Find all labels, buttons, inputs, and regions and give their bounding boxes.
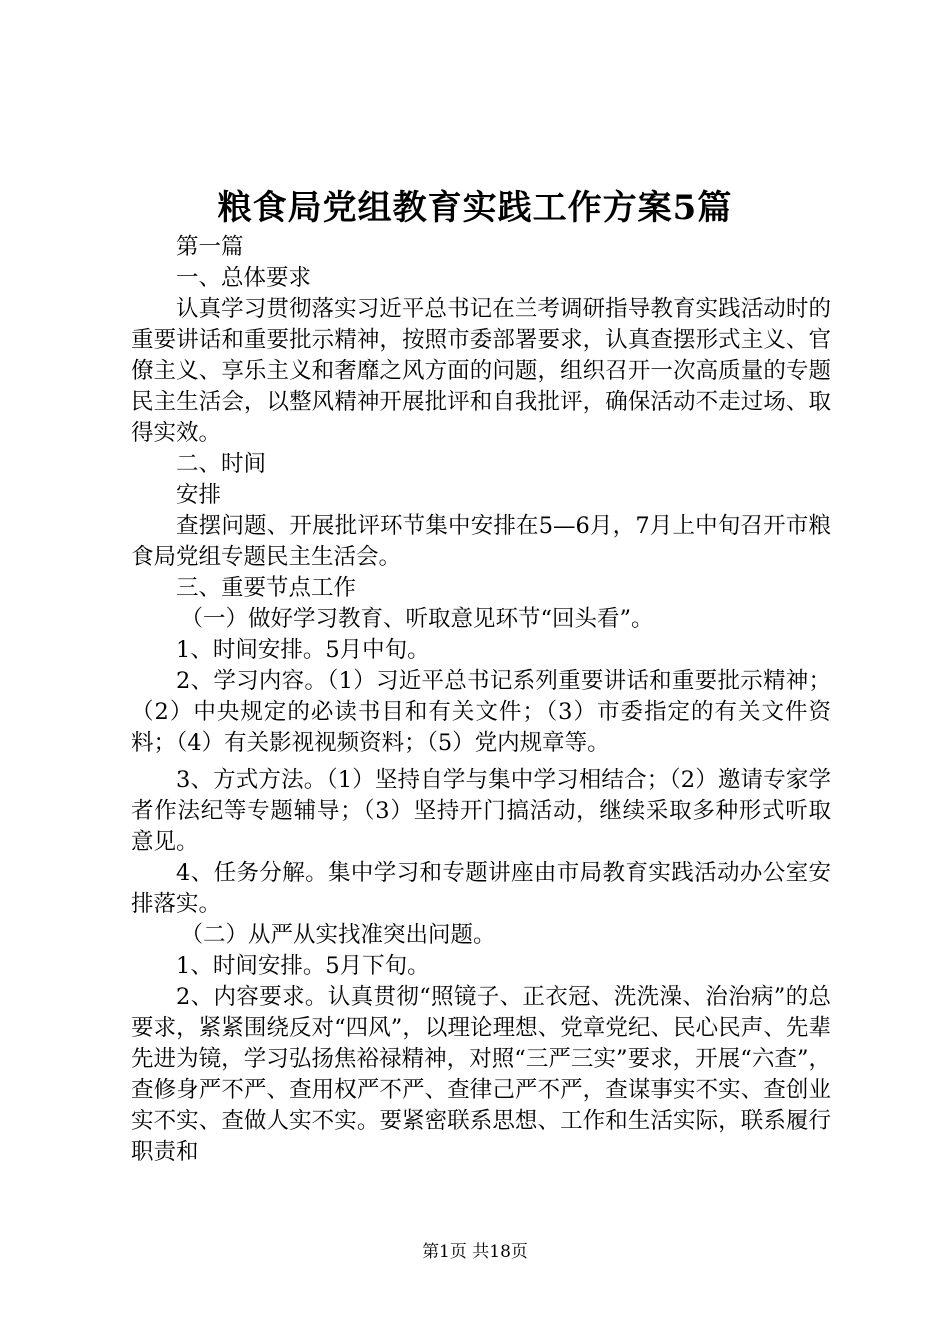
body-paragraph: 查摆问题、开展批评环节集中安排在5—6月，7月上中旬召开市粮食局党组专题民主生活会。	[131, 513, 831, 570]
subsection-heading: （二）从严从实找准突出问题。	[180, 922, 496, 948]
body-paragraph: 认真学习贯彻落实习近平总书记在兰考调研指导教育实践活动时的重要讲话和重要批示精神，按照市委部署要求，认真查摆形式主义、官僚主义、享乐主义和奢靡之风方面的问题，组织召开一次高质量的专题民主生活会，以整风精神开展批评和自我批评，确保活动不走过场、取得实效。	[131, 296, 831, 446]
body-paragraph: 安排	[176, 482, 222, 508]
section-heading: 一、总体要求	[176, 265, 312, 291]
subsection-heading: （一）做好学习教育、听取意见环节“回头看”。	[180, 606, 654, 632]
section-heading: 三、重要节点工作	[176, 575, 357, 601]
list-item: 2、内容要求。认真贯彻“照镜子、正衣冠、洗洗澡、治治病”的总要求，紧紧围绕反对“四风”，以理论理想、党章党纪、民心民声、先辈先进为镜，学习弘扬焦裕禄精神，对照“三严三实”要求，开展“六查”，查修身严不严、查用权严不严、查律己严不严，查谋事实不实、查创业实不实、查做人实不实。要紧密联系思想、工作和生活实际，联系履行职责和	[131, 984, 831, 1165]
document-body	[131, 232, 831, 1168]
list-item: 1、时间安排。5月中旬。	[176, 637, 430, 663]
section-label: 第一篇	[176, 234, 244, 260]
list-item: 4、任务分解。集中学习和专题讲座由市局教育实践活动办公室安排落实。	[131, 860, 831, 917]
list-item: 3、方式方法。（1）坚持自学与集中学习相结合；（2）邀请专家学者作法纪等专题辅导；（3）坚持开门搞活动，继续采取多种形式听取意见。	[131, 767, 831, 855]
page-footer: 第1页 共18页	[422, 1242, 528, 1262]
list-item: 2、学习内容。（1）习近平总书记系列重要讲话和重要批示精神；（2）中央规定的必读书目和有关文件；（3）市委指定的有关文件资料；（4）有关影视视频资料；（5）党内规章等。	[131, 668, 831, 756]
list-item: 1、时间安排。5月下旬。	[176, 953, 430, 979]
document-title: 粮食局党组教育实践工作方案5篇	[217, 188, 733, 228]
section-heading: 二、时间	[176, 451, 267, 477]
